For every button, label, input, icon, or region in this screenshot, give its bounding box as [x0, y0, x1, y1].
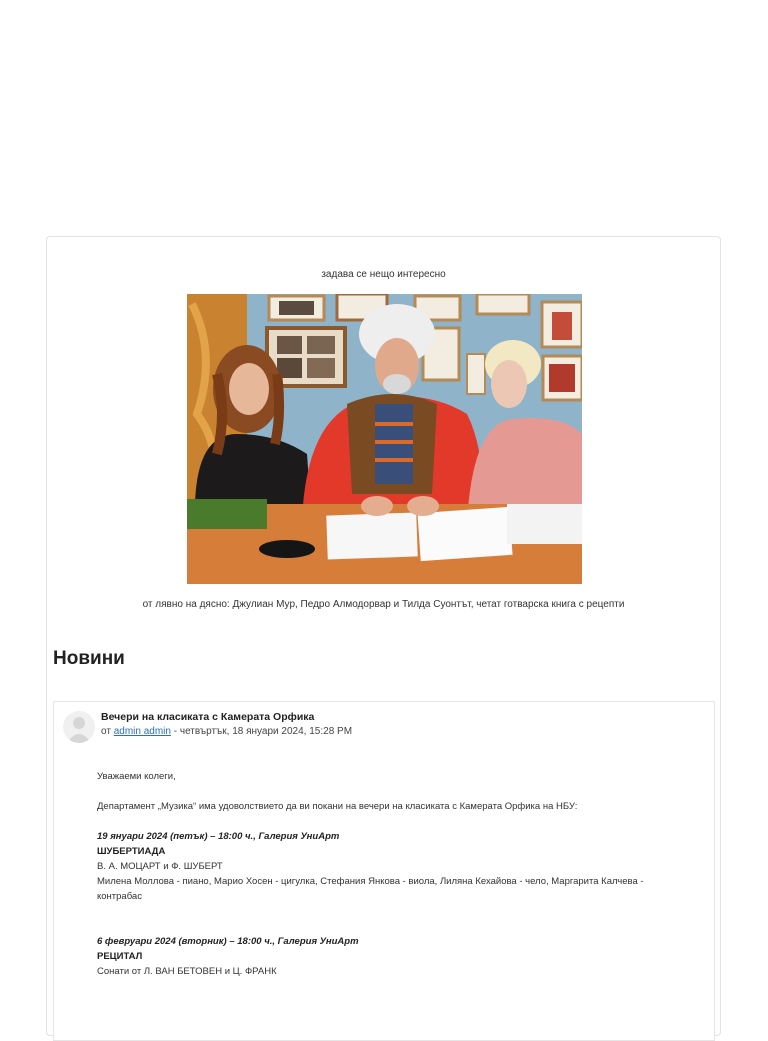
post-date: - четвъртък, 18 януари 2024, 15:28 PM: [170, 726, 353, 737]
photo-illustration: [187, 294, 582, 584]
event-title: ШУБЕРТИАДА: [97, 846, 166, 857]
user-avatar-icon: [63, 711, 95, 743]
photo-caption: от лявно на дясно: Джулиан Мур, Педро Алмодорвар и Тилда Суонтът, четат готварска книга с рецепти: [142, 599, 625, 610]
post-photo: [187, 294, 582, 584]
event-program: В. А. МОЦАРТ и Ф. ШУБЕРТ: [97, 861, 223, 872]
news-item-title: Вечери на класиката с Камерата Орфика: [101, 711, 315, 723]
event-date: 6 февруари 2024 (вторник) – 18:00 ч., Галерия УниАрт: [97, 936, 359, 947]
news-item-body: [97, 769, 687, 979]
news-section-title: Новини: [53, 648, 125, 669]
invitation-text: Департамент „Музика“ има удоволствието да ви покани на вечери на класиката с Камерата Орфика на НБУ:: [97, 801, 578, 812]
post-intro-text: задава се нещо интересно: [321, 269, 446, 280]
event-date: 19 януари 2024 (петък) – 18:00 ч., Галерия УниАрт: [97, 831, 340, 842]
event-title: РЕЦИТАЛ: [97, 951, 143, 962]
meta-prefix: от: [101, 726, 114, 737]
news-item-meta: [101, 726, 352, 737]
author-link[interactable]: admin admin: [113, 726, 171, 737]
greeting: Уважаеми колеги,: [97, 771, 176, 782]
avatar: [63, 711, 95, 743]
event-program: Сонати от Л. ВАН БЕТОВЕН и Ц. ФРАНК: [97, 966, 277, 977]
post-card: [46, 236, 721, 1036]
news-item: [53, 701, 715, 1041]
event-performers: Милена Моллова - пиано, Марио Хосен - цигулка, Стефания Янкова - виола, Лиляна Кехайова - чело, Маргарита Калчева - контрабас: [97, 876, 644, 902]
